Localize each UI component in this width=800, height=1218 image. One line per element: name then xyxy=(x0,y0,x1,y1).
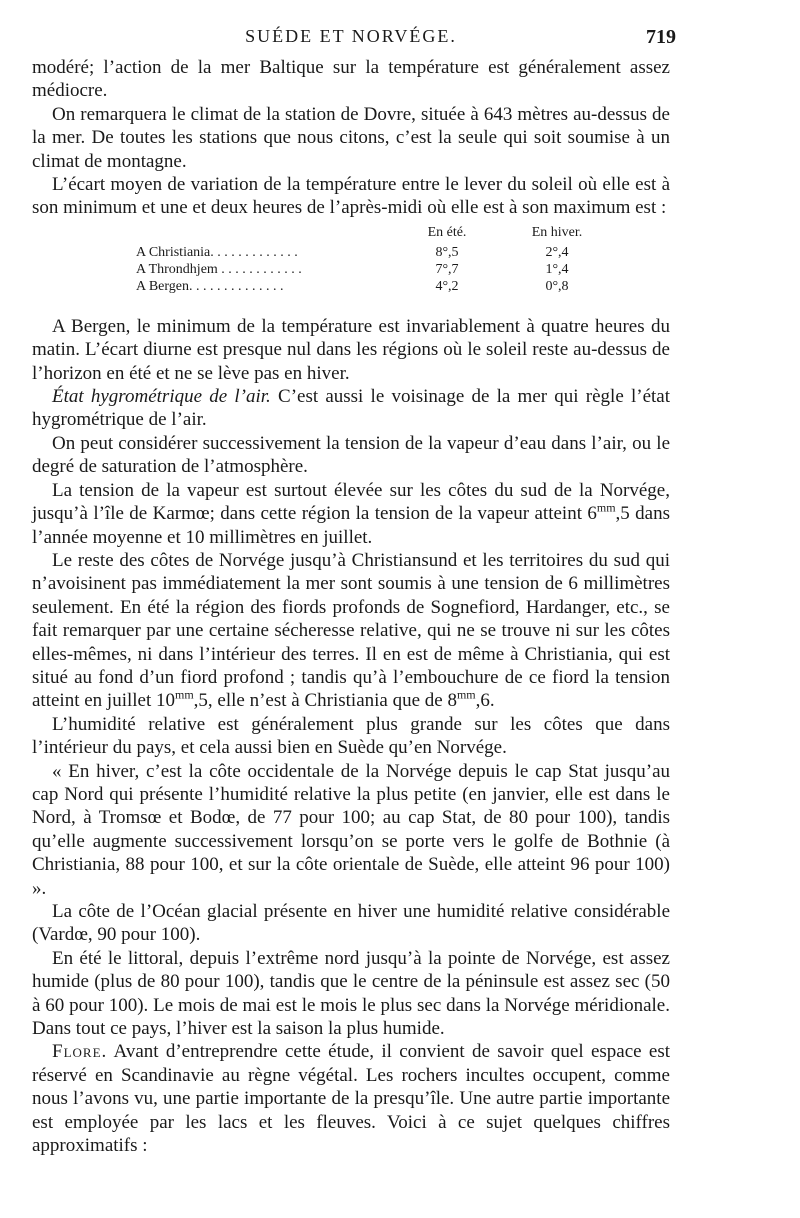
table-header-row xyxy=(136,224,612,244)
paragraph-text: Le reste des côtes de Norvége jusqu’à Christiansund et les territoires du sud qui n’avoisinent pas immédiatement la mer sont soumis à une tension de 6 millimètres seulement. En été la région des fiords profonds de Sognefiord, Hardanger, etc., se fait remarquer par une certaine sécheresse relative, qui ne se trouve ni sur les côtes elles-mêmes, ni dans l’intérieur des terres. Il en est de même à Christiania, qui est situé au fond d’un fiord profond ; tandis qu’à l’embouchure de ce fiord la tension atteint en juillet 10 xyxy=(32,549,670,712)
page-number: 719 xyxy=(646,26,676,48)
table-cell-city: A Throndhjem . . . . . . . . . . . . xyxy=(136,261,302,277)
section-title-italic: État hygrométrique de l’air. xyxy=(52,386,271,408)
table-cell-winter: 0°,8 xyxy=(545,278,569,294)
table-cell-summer: 4°,2 xyxy=(435,278,459,294)
unit-superscript: mm xyxy=(456,688,476,703)
paragraph-flore xyxy=(32,1040,670,1157)
table-row xyxy=(136,244,612,261)
paragraph: A Bergen, le minimum de la température est invariablement à quatre heures du matin. L’écart diurne est presque nul dans les régions où le soleil reste au-dessus de l’horizon en été et ne se lève pas en hiver. xyxy=(32,315,670,384)
paragraph-text: ,6. xyxy=(475,690,495,712)
paragraph-text: Avant d’entreprendre cette étude, il convient de savoir quel espace est réservé en Scandinavie au règne végétal. Les rochers incultes occupent, comme nous l’avons vu, une partie importante de la presqu’île. Une autre partie importante est employée par les lacs et les fleuves. Voici à ce sujet quelques chiffres approximatifs : xyxy=(32,1041,670,1157)
temperature-table xyxy=(136,224,612,295)
table-header-winter: En hiver. xyxy=(531,224,583,240)
paragraph: On peut considérer successivement la tension de la vapeur d’eau dans l’air, ou le degré de saturation de l’atmosphère. xyxy=(32,432,670,478)
page-header xyxy=(32,22,676,56)
unit-superscript: mm xyxy=(175,688,194,703)
paragraph: modéré; l’action de la mer Baltique sur la température est généralement assez médiocre. xyxy=(32,57,670,102)
table-cell-summer: 8°,5 xyxy=(435,244,459,260)
paragraph: La côte de l’Océan glacial présente en hiver une humidité relative considérable (Vardœ, 90 pour 100). xyxy=(32,901,670,946)
table-row xyxy=(136,278,612,295)
paragraph-karmoe xyxy=(32,479,670,549)
body-text xyxy=(32,56,670,1157)
paragraph: L’humidité relative est généralement plus grande sur les côtes que dans l’intérieur du pays, et cela aussi bien en Suède qu’en Norvége. xyxy=(32,713,670,759)
table-cell-summer: 7°,7 xyxy=(435,261,459,277)
table-cell-winter: 2°,4 xyxy=(545,244,569,260)
table-cell-city: A Christiania. . . . . . . . . . . . . xyxy=(136,244,298,260)
table-row xyxy=(136,261,612,278)
paragraph-text: C’est aussi le voisinage de la mer qui règle l’état hygrométrique de l’air. xyxy=(32,386,670,431)
table-cell-winter: 1°,4 xyxy=(545,261,569,277)
paragraph-text: La tension de la vapeur est surtout élevée sur les côtes du sud de la Norvége, jusqu’à l’île de Karmœ; dans cette région la tension de la vapeur atteint 6 xyxy=(32,479,670,525)
running-title: SUÉDE ET NORVÉGE. xyxy=(245,26,457,46)
section-label-smallcaps: Flore. xyxy=(52,1041,108,1063)
table-header-blank xyxy=(136,224,392,244)
paragraph: En été le littoral, depuis l’extrême nord jusqu’à la pointe de Norvége, est assez humide (plus de 80 pour 100), tandis que le centre de la péninsule est assez sec (50 à 60 pour 100). Le mois de mai est le mois le plus sec dans la Norvége méridionale. Dans tout ce pays, l’hiver est la saison la plus humide. xyxy=(32,947,670,1040)
unit-superscript: mm xyxy=(596,500,616,515)
paragraph: L’écart moyen de variation de la température entre le lever du soleil où elle est à son minimum et une et deux heures de l’après-midi où elle est à son maximum est : xyxy=(32,174,670,219)
paragraph: On remarquera le climat de la station de Dovre, située à 643 mètres au-dessus de la mer. De toutes les stations que nous citons, c’est la seule qui soit soumise à un climat de montagne. xyxy=(32,103,670,172)
table-cell-city: A Bergen. . . . . . . . . . . . . . xyxy=(136,278,284,294)
paragraph-text: ,5, elle n’est à Christiania que de 8 xyxy=(193,690,457,712)
paragraph-hygrometry xyxy=(32,385,670,432)
paragraph-quotation: « En hiver, c’est la côte occidentale de la Norvége depuis le cap Stat jusqu’au cap Nord qui présente l’humidité relative la plus petite (en janvier, elle est dans le Nord, à Tromsœ et Bodœ, de 77 pour 100; au cap Stat, de 80 pour 100), tandis qu’elle augmente successivement lorsqu’on se porte vers le golfe de Bothnie (à Christiania, 88 pour 100, et sur la côte orientale de Suède, elle atteint 96 pour 100) ». xyxy=(32,760,670,899)
table-header-summer: En été. xyxy=(427,224,467,240)
paragraph-reste xyxy=(32,549,670,713)
paragraph-text: ,5 dans l’année moyenne et 10 millimètres en juillet. xyxy=(32,503,670,548)
